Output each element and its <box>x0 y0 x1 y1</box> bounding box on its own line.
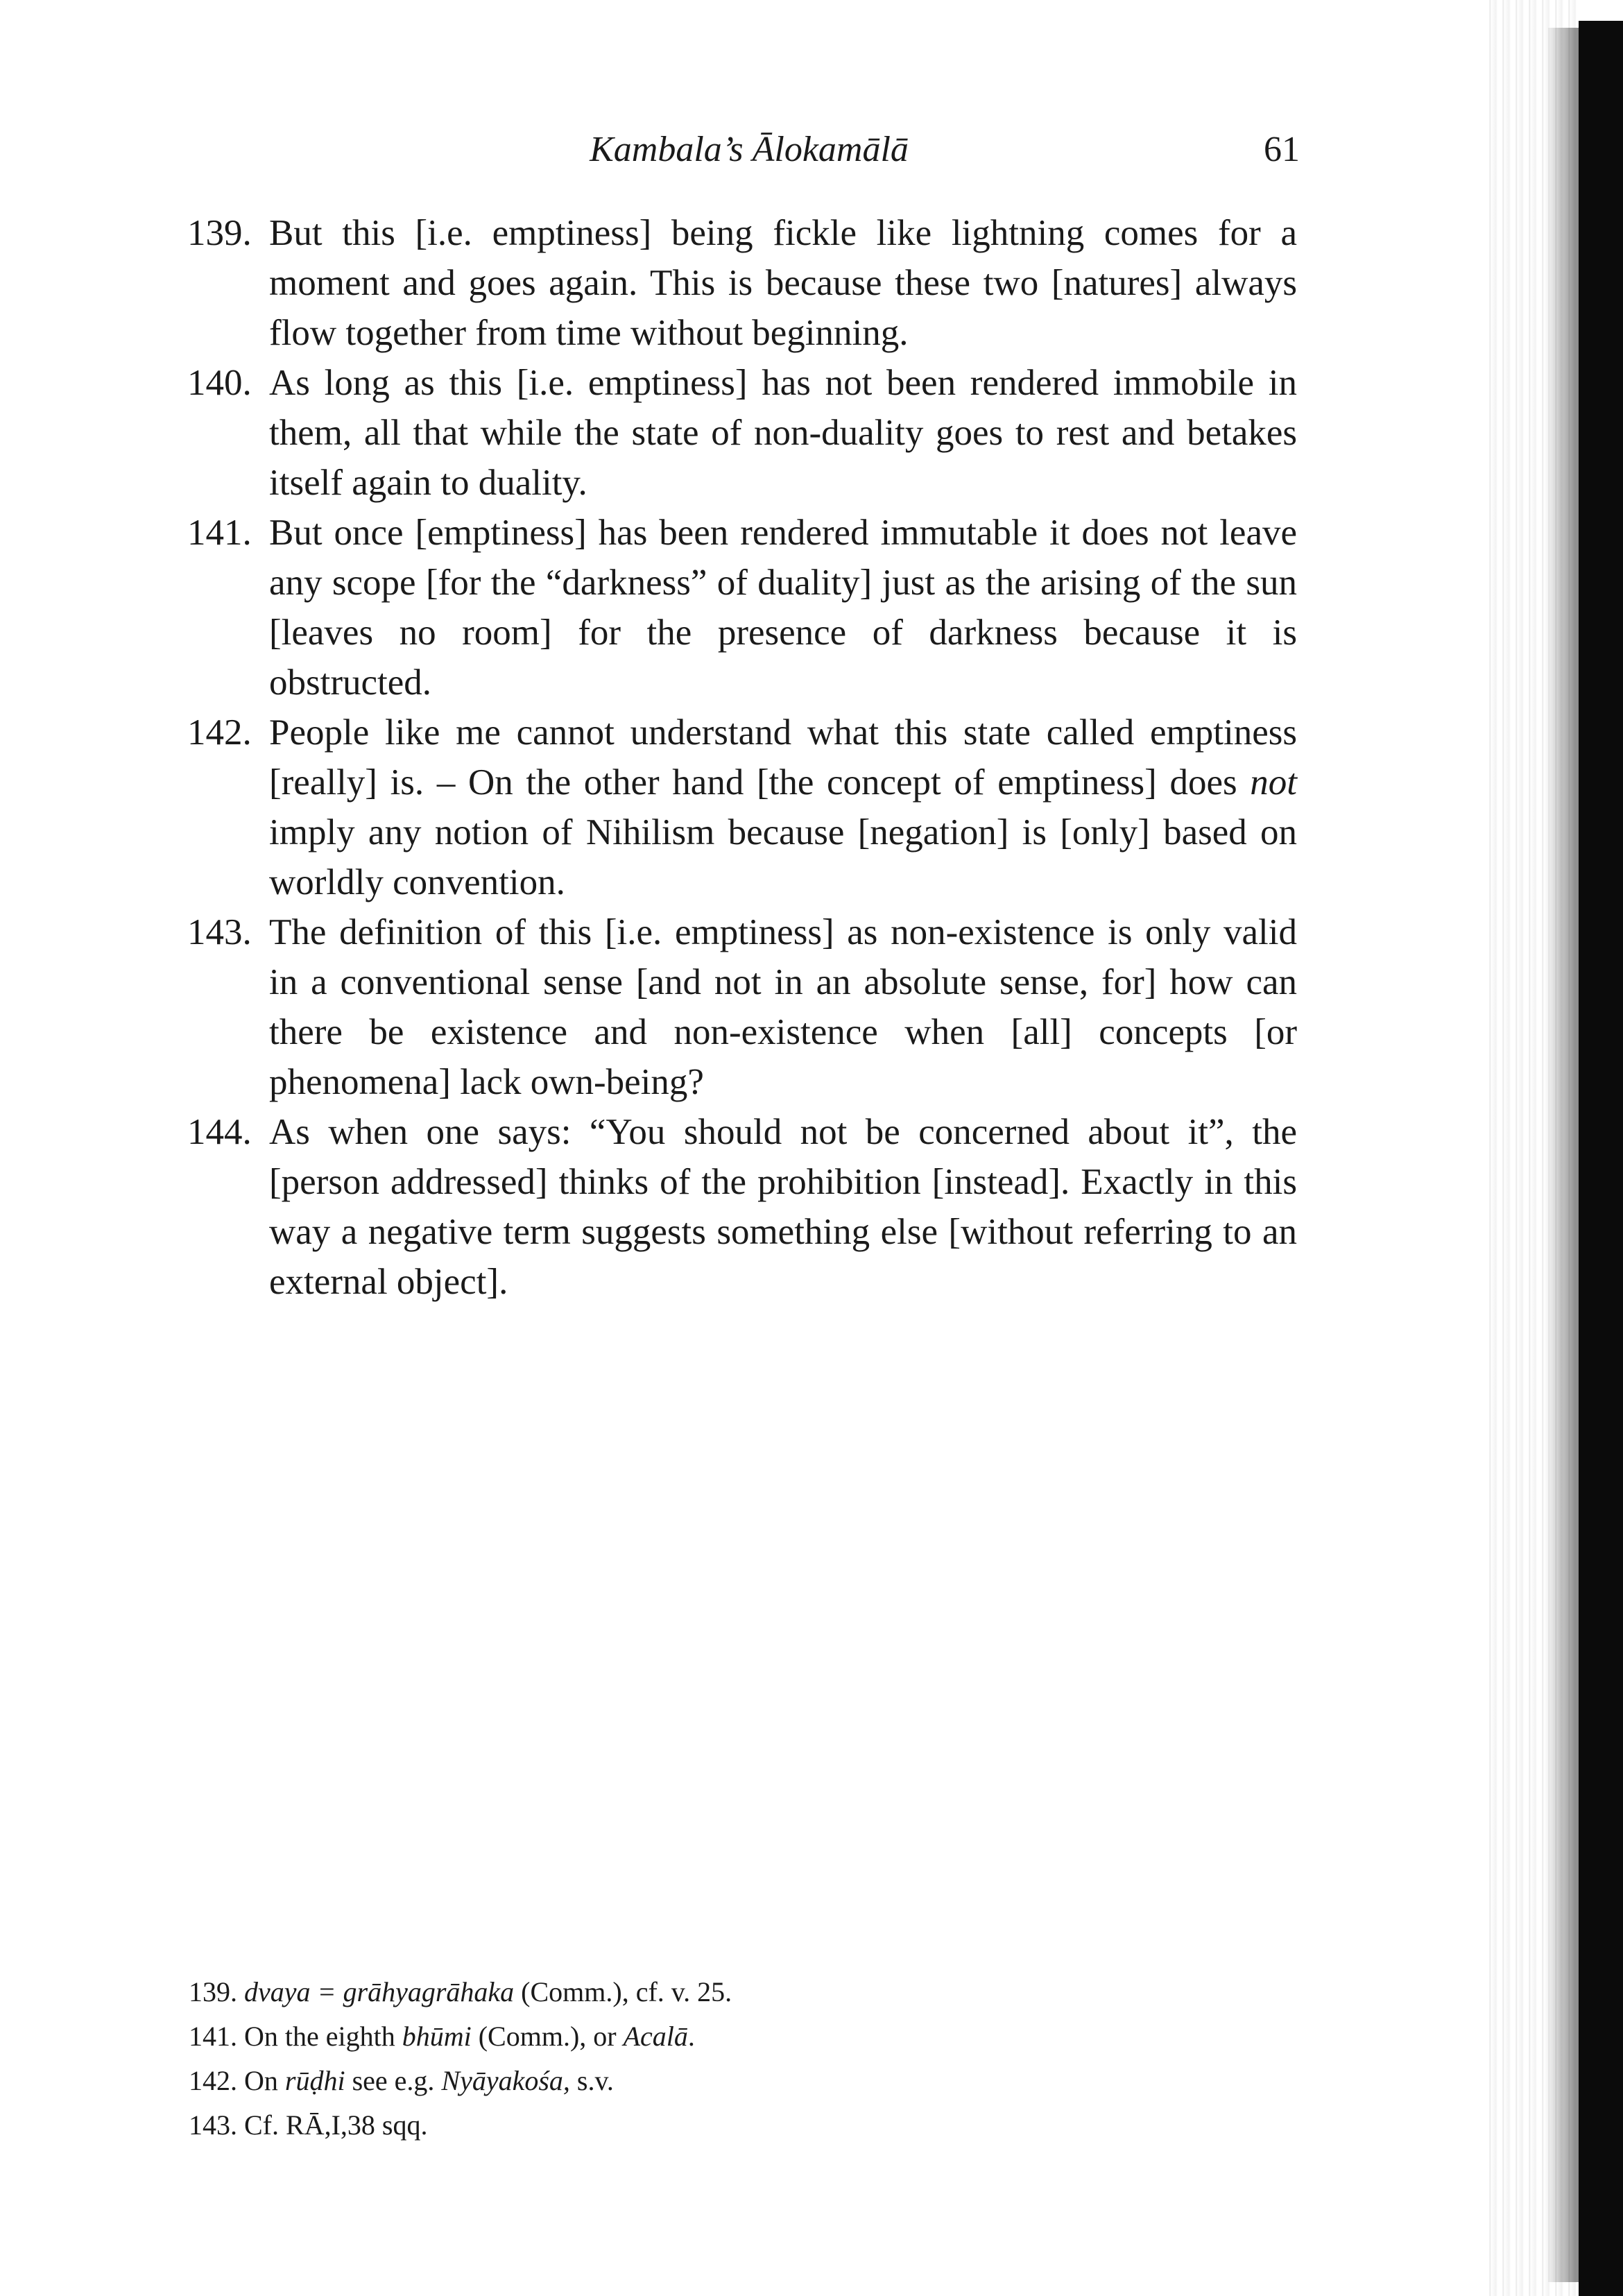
footnote-number: 141. <box>189 2021 237 2052</box>
verse-emphasis: not <box>1250 762 1297 803</box>
running-head <box>194 122 1304 178</box>
footnote-number: 143. <box>189 2109 237 2141</box>
footnote-text: On <box>244 2065 285 2096</box>
footnote-term: rūḍhi <box>284 2065 345 2096</box>
scan-binding-edge <box>1579 21 1623 2296</box>
verse-143 <box>187 907 1297 1107</box>
footnote-term: Acalā <box>623 2021 688 2052</box>
footnote-text: see e.g. <box>345 2065 442 2096</box>
scan-edge-shadow <box>1548 28 1579 2282</box>
footnote-number: 139. <box>189 1976 237 2007</box>
verse-list <box>187 208 1297 1307</box>
verse-141 <box>187 508 1297 708</box>
footnote-text: (Comm.), or <box>471 2021 624 2052</box>
verse-text: But this [i.e. emptiness] being fickle like lightning comes for a moment and goes again. This is because these two [natures] always flow together from time without beginning. <box>269 213 1297 353</box>
verse-text: But once [emptiness] has been rendered immutable it does not leave any scope [for the “darkness” of duality] just as the arising of the sun [leaves no room] for the presence of darkness because it is obstructed. <box>269 513 1297 703</box>
page-number: 61 <box>1264 130 1300 169</box>
verse-text-part: People like me cannot understand what this state called emptiness [really] is. – On the other hand [the concept of emptiness] does <box>269 712 1297 803</box>
verse-number: 142. <box>187 712 252 753</box>
verse-text: The definition of this [i.e. emptiness] as non-existence is only valid in a conventional sense [and not in an absolute sense, for] how can there be existence and non-existence when [all] concepts [or phenomena] lack own-being? <box>269 912 1297 1102</box>
footnote-139 <box>189 1970 1160 2014</box>
footnote-141 <box>189 2014 1160 2059</box>
verse-text: As long as this [i.e. emptiness] has not been rendered immobile in them, all that while the state of non-duality goes to rest and betakes itself again to duality. <box>269 363 1297 503</box>
footnote-143 <box>189 2103 1160 2148</box>
verse-number: 143. <box>187 912 252 952</box>
footnote-text: Cf. RĀ,I,38 sqq. <box>244 2109 428 2141</box>
footnote-text: (Comm.), cf. v. 25. <box>514 1976 732 2007</box>
verse-140 <box>187 358 1297 508</box>
verse-text <box>269 708 1297 907</box>
footnote-text: s.v. <box>569 2065 614 2096</box>
footnote-term: dvaya = grāhyagrāhaka <box>244 1976 515 2007</box>
verse-text-part: imply any notion of Nihilism because [negation] is [only] based on worldly convention. <box>269 812 1297 902</box>
verse-number: 141. <box>187 513 252 553</box>
footnotes <box>189 1970 1160 2148</box>
verse-144 <box>187 1107 1297 1307</box>
verse-number: 139. <box>187 213 252 253</box>
footnote-term: Nyāyakośa, <box>441 2065 570 2096</box>
verse-142 <box>187 708 1297 907</box>
footnote-text: . <box>687 2021 695 2052</box>
verse-number: 140. <box>187 363 252 403</box>
footnote-number: 142. <box>189 2065 237 2096</box>
verse-number: 144. <box>187 1112 252 1152</box>
footnote-text: On the eighth <box>244 2021 402 2052</box>
footnote-term: bhūmi <box>402 2021 472 2052</box>
verse-text: As when one says: “You should not be concerned about it”, the [person addressed] thinks of the prohibition [instead]. Exactly in this way a negative term suggests something else [without referring to an external object]. <box>269 1112 1297 1302</box>
verse-139 <box>187 208 1297 358</box>
running-title: Kambala’s Ālokamālā <box>590 130 909 169</box>
footnote-142 <box>189 2059 1160 2103</box>
